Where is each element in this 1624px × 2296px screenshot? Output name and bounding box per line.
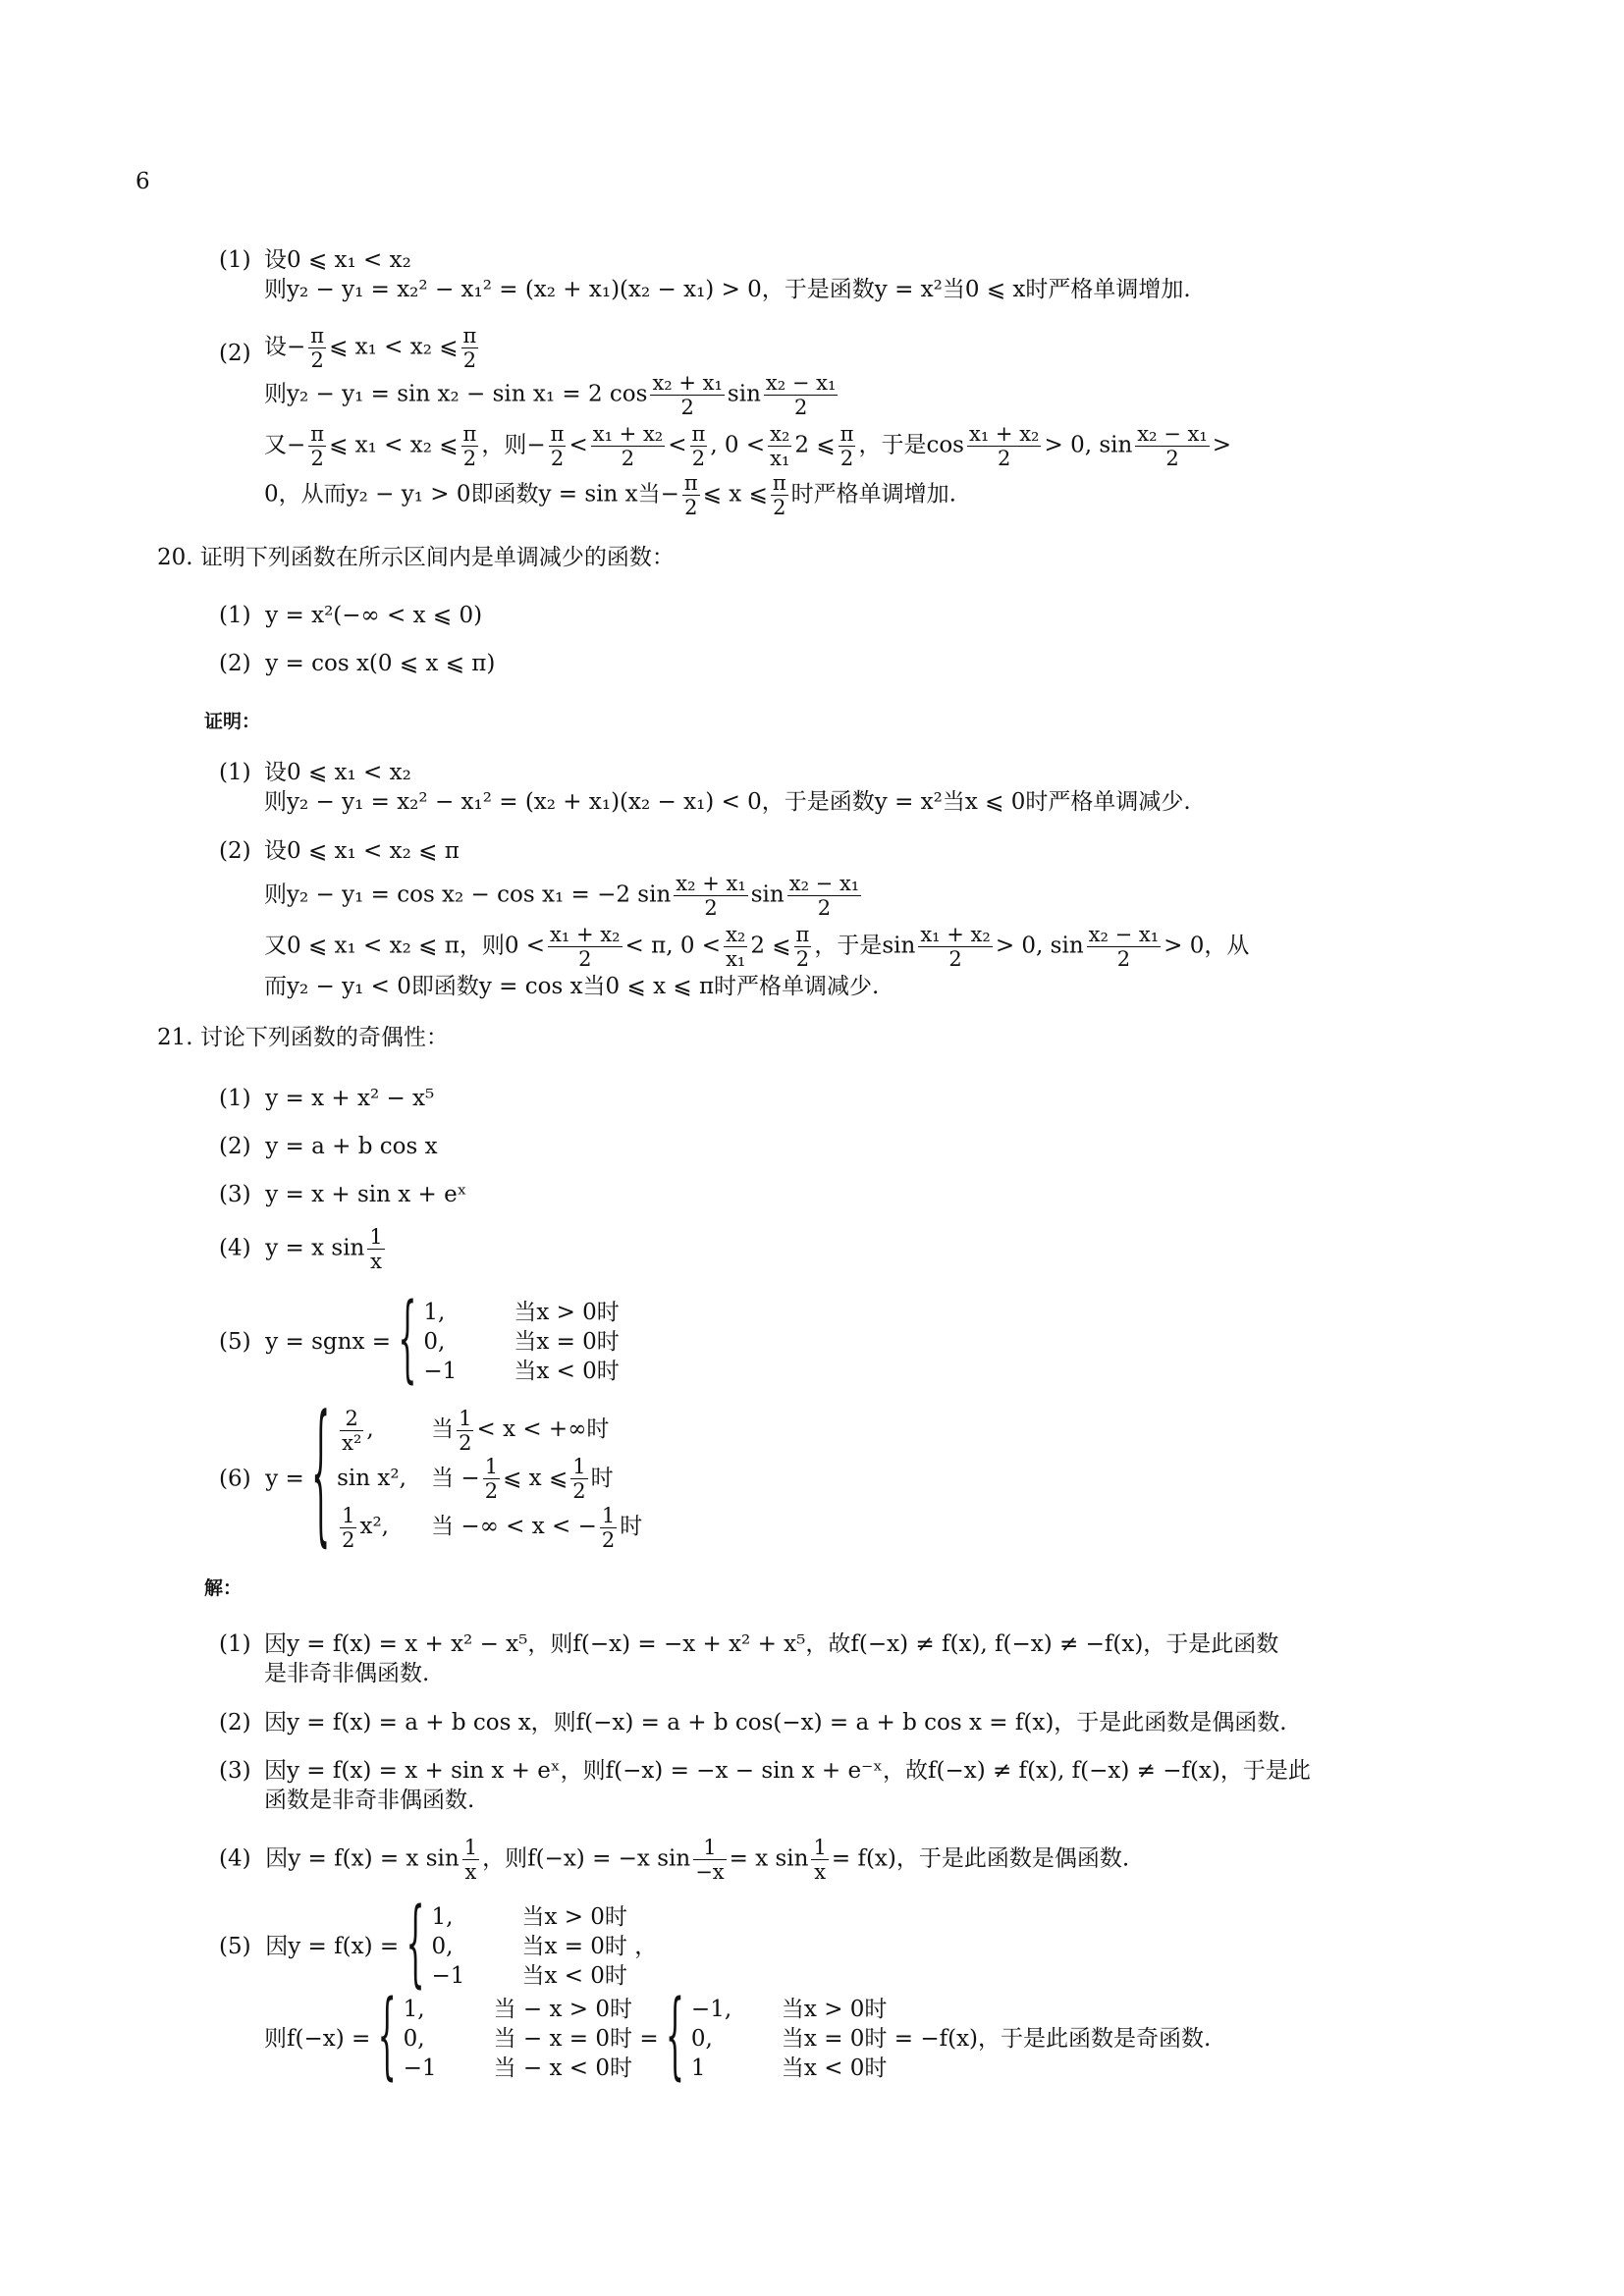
- denominator: 2: [601, 1527, 616, 1552]
- text: = −f(x)，于是此函数是奇函数.: [893, 2026, 1212, 2052]
- text: ，: [634, 1934, 658, 1959]
- q21-item-3: [219, 1180, 466, 1209]
- numerator: π: [310, 422, 325, 446]
- item-text: y =: [265, 1466, 304, 1492]
- text: 时严格单调增加.: [790, 481, 956, 507]
- text: ⩽ x ⩽: [503, 1465, 568, 1491]
- numerator: { 2: [340, 1407, 363, 1431]
- line: [264, 872, 864, 920]
- numerator: 1: [601, 1503, 616, 1527]
- text: ，于是sin: [814, 933, 916, 959]
- denominator: 2: [462, 348, 477, 372]
- case-value: [337, 1503, 431, 1552]
- case-value: 1: [690, 2056, 706, 2081]
- q21-item-1: [219, 1084, 434, 1113]
- item-text: y = sgnx =: [265, 1329, 391, 1355]
- item-label: (5): [219, 1934, 251, 1959]
- numerator: x₂ + x₁: [676, 872, 746, 895]
- case-condition: 当x < 0时: [521, 1963, 627, 1989]
- denominator: 2: [310, 447, 324, 470]
- fraction: [771, 471, 788, 519]
- numerator: 1: [693, 1836, 726, 1860]
- page-number: 6: [135, 169, 150, 194]
- case-row: [691, 1995, 888, 2024]
- numerator: π: [462, 324, 477, 347]
- solution-heading: 解：: [204, 1577, 243, 1599]
- line: 则y₂ − y₁ = x₂² − x₁² = (x₂ + x₁)(x₂ − x₁) < 0，于是函数y = x²当x ⩽ 0时严格单调减少.: [264, 789, 1191, 815]
- case-condition: [431, 1455, 613, 1504]
- fraction: [340, 1504, 356, 1552]
- case-row: [423, 1327, 620, 1357]
- denominator: 2: [459, 1430, 472, 1455]
- numerator: x₂ − x₁: [788, 872, 860, 895]
- fraction: [967, 422, 1041, 470]
- case-row: [337, 1503, 642, 1552]
- text: sin: [750, 881, 785, 908]
- fraction: [457, 1407, 473, 1455]
- case-row: [423, 1298, 620, 1327]
- numerator: x₂ − x₁: [765, 371, 837, 395]
- line: 设0 ⩽ x₁ < x₂ ⩽ π: [264, 838, 460, 864]
- denominator: x₁: [770, 447, 790, 470]
- case-condition: 当x > 0时: [521, 1904, 627, 1930]
- fraction: [787, 872, 861, 920]
- item-label: (1): [219, 603, 251, 628]
- denominator: 2: [684, 496, 698, 519]
- line: 因y = f(x) = x + sin x + eˣ，则f(−x) = −x − sin x + e⁻ˣ，故f(−x) ≠ f(x), f(−x) ≠ −f(x)，于是此: [264, 1758, 1311, 1784]
- line: 设0 ⩽ x₁ < x₂: [264, 247, 411, 273]
- numerator: x₁ + x₂: [920, 923, 991, 946]
- item-label: (3): [219, 1182, 251, 1207]
- numerator: π: [795, 923, 810, 946]
- case-condition: 当x = 0时: [781, 2026, 888, 2052]
- text: >: [1212, 432, 1232, 458]
- text: =: [639, 2026, 659, 2052]
- item-label: (1): [219, 1086, 251, 1111]
- question-title: 讨论下列函数的奇偶性：: [199, 1025, 449, 1050]
- item-text: y = x + sin x + eˣ: [265, 1182, 467, 1207]
- text: x²,: [359, 1514, 389, 1539]
- numerator: x₁ + x₂: [592, 422, 664, 446]
- case-condition: 当 − x > 0时: [493, 1997, 633, 2022]
- cases-brace: [398, 1298, 620, 1386]
- item-label: (1): [219, 1631, 251, 1657]
- case-row: [691, 2024, 888, 2054]
- item-label: (2): [219, 341, 251, 366]
- case-value: { $\frac{2}{\text{x²}}$ ,: [342, 1406, 374, 1455]
- text: ⩽ x ⩽: [702, 481, 768, 507]
- q21-item-6: [219, 1406, 642, 1552]
- q21-item-2: [219, 1132, 438, 1161]
- line: 因y = f(x) = a + b cos x，则f(−x) = a + b cos(−x) = a + b cos x = f(x)，于是此函数是偶函数.: [264, 1710, 1287, 1735]
- fraction: [570, 1455, 587, 1503]
- text: sin: [727, 381, 761, 407]
- cases-brace: [406, 1902, 627, 1991]
- numerator: x₂ − x₁: [1137, 422, 1208, 446]
- fraction: [690, 422, 708, 470]
- case-row: [691, 2054, 888, 2083]
- text: 当 −∞ < x < −: [431, 1514, 597, 1539]
- text: 当: [431, 1416, 455, 1442]
- denominator: 2: [550, 447, 565, 470]
- denominator: x²: [342, 1430, 362, 1455]
- text: 又0 ⩽ x₁ < x₂ ⩽ π，则0 <: [264, 933, 546, 959]
- cases-brace: [378, 1995, 632, 2083]
- text: < π, 0 <: [624, 933, 722, 959]
- text: , 0 <: [710, 432, 766, 458]
- case-condition: 当x > 0时: [514, 1300, 620, 1325]
- numerator: π: [772, 471, 786, 495]
- numerator: π: [310, 324, 325, 347]
- denominator: 2: [817, 896, 832, 920]
- text: = x sin: [729, 1845, 809, 1872]
- case-row: [404, 2024, 632, 2054]
- case-value: { −1,: [690, 1997, 732, 2022]
- case-value: −1: [423, 1359, 458, 1384]
- numerator: 1: [484, 1455, 499, 1478]
- denominator: 2: [704, 896, 718, 920]
- denominator: 2: [691, 447, 706, 470]
- case-condition: 当 − x = 0时: [493, 2026, 633, 2052]
- denominator: 2: [948, 947, 962, 971]
- text: ⩽ x₁ < x₂ ⩽: [329, 432, 459, 458]
- text: > 0，从: [1164, 933, 1250, 959]
- fraction: [462, 1836, 479, 1884]
- denominator: 2: [680, 396, 694, 419]
- fraction: [650, 371, 724, 419]
- denominator: 2: [773, 496, 786, 519]
- fraction: [308, 422, 326, 470]
- item-label: (2): [219, 1710, 251, 1735]
- case-condition: 当x < 0时: [514, 1359, 620, 1384]
- q21-title: [157, 1023, 449, 1052]
- fraction: [549, 422, 567, 470]
- item-text: y = cos x(0 ⩽ x ⩽ π): [265, 651, 496, 676]
- text: 则f(−x) =: [264, 2026, 371, 2052]
- case-row: [423, 1357, 620, 1386]
- case-row: [404, 1995, 632, 2024]
- numerator: x₂ − x₁: [1088, 923, 1160, 946]
- numerator: 1: [342, 1503, 355, 1527]
- item-label: (1): [219, 760, 251, 785]
- fraction: [548, 923, 622, 971]
- case-condition: 当x > 0时: [781, 1997, 888, 2022]
- item-label: (6): [219, 1466, 251, 1492]
- item-label: (3): [219, 1758, 251, 1784]
- text: 因y = f(x) =: [265, 1934, 400, 1959]
- text: 2 ⩽: [750, 933, 791, 959]
- case-value: { 1,: [403, 1997, 425, 2022]
- fraction: [724, 923, 747, 971]
- question-number: 21.: [157, 1025, 193, 1050]
- fraction: [340, 1407, 363, 1455]
- text: 又−: [264, 432, 306, 458]
- text: > 0, sin: [1044, 432, 1133, 458]
- item-text: y = a + b cos x: [265, 1134, 438, 1159]
- fraction: [591, 422, 665, 470]
- item-label: (4): [219, 1845, 251, 1872]
- case-value: { 1,: [431, 1904, 454, 1930]
- cases-brace: [311, 1406, 642, 1552]
- item-label: (4): [219, 1235, 251, 1261]
- proof-heading: 证明：: [204, 711, 261, 732]
- denominator: 2: [998, 447, 1011, 470]
- case-row: [337, 1455, 642, 1504]
- item-label: (2): [219, 838, 251, 864]
- numerator: π: [462, 422, 477, 446]
- case-value: 0,: [690, 2026, 713, 2052]
- denominator: x: [814, 1860, 827, 1884]
- denominator: 2: [572, 1479, 586, 1503]
- question-title: 证明下列函数在所示区间内是单调减少的函数：: [199, 545, 675, 570]
- text: <: [668, 432, 687, 458]
- item-label: (2): [219, 1134, 251, 1159]
- fraction: [811, 1836, 828, 1884]
- denominator: x: [464, 1860, 477, 1884]
- case-condition: [431, 1503, 642, 1552]
- case-value: sin x²,: [337, 1465, 406, 1491]
- case-value: 0,: [403, 2026, 425, 2052]
- q20-item-1: [219, 601, 482, 630]
- line: [264, 471, 956, 519]
- text: > 0, sin: [995, 933, 1084, 959]
- numerator: 1: [572, 1455, 586, 1478]
- q21-item-4: [219, 1225, 388, 1273]
- text: < x < +∞时: [476, 1416, 610, 1442]
- case-value: { 1,: [423, 1300, 446, 1325]
- numerator: x₂: [770, 422, 790, 446]
- line: [264, 923, 1249, 971]
- text: ，则−: [481, 432, 546, 458]
- line: 是非奇非偶函数.: [264, 1661, 430, 1686]
- denominator: 2: [621, 447, 635, 470]
- line: 函数是非奇非偶函数.: [264, 1788, 475, 1813]
- numerator: 1: [813, 1836, 827, 1859]
- fraction: [682, 471, 700, 519]
- text: 2 ⩽: [794, 432, 836, 458]
- fraction: [367, 1225, 384, 1273]
- text: = f(x)，于是此函数是偶函数.: [831, 1845, 1130, 1872]
- item-label: (1): [219, 247, 251, 273]
- line: [264, 422, 1231, 470]
- case-condition: 当x < 0时: [781, 2056, 888, 2081]
- denominator: 2: [484, 1479, 499, 1503]
- case-condition: 当x = 0时: [521, 1934, 627, 1959]
- text: 则y₂ − y₁ = cos x₂ − cos x₁ = −2 sin: [264, 881, 672, 908]
- denominator: x₁: [726, 947, 746, 971]
- text: 时: [620, 1514, 643, 1539]
- cases-brace: [666, 1995, 888, 2083]
- case-condition: 当 − x < 0时: [493, 2056, 633, 2081]
- item-text: y = x²(−∞ < x ⩽ 0): [265, 603, 483, 628]
- denominator: 2: [795, 947, 810, 971]
- case-value: −1: [403, 2056, 437, 2081]
- fraction: [1087, 923, 1161, 971]
- text: 因y = f(x) = x sin: [265, 1845, 460, 1872]
- denominator: 2: [1165, 447, 1179, 470]
- fraction: [1135, 422, 1209, 470]
- numerator: x₂ + x₁: [652, 371, 723, 395]
- numerator: π: [550, 422, 565, 446]
- item-text: y = x + x² − x⁵: [265, 1086, 435, 1111]
- text: ，于是cos: [858, 432, 964, 458]
- numerator: π: [839, 422, 854, 446]
- line: 而y₂ − y₁ < 0即函数y = cos x当0 ⩽ x ⩽ π时严格单调减少.: [264, 974, 880, 999]
- case-row: [431, 1902, 627, 1932]
- numerator: x₂: [726, 923, 746, 946]
- fraction: [674, 872, 747, 920]
- numerator: x₁ + x₂: [550, 923, 621, 946]
- fraction: [483, 1455, 500, 1503]
- denominator: 2: [578, 947, 592, 971]
- case-value: 0,: [423, 1329, 446, 1355]
- text: 设−: [264, 334, 306, 360]
- fraction: [764, 371, 838, 419]
- numerator: π: [691, 422, 706, 446]
- text: <: [568, 432, 588, 458]
- fraction: [768, 422, 791, 470]
- numerator: 1: [463, 1836, 478, 1859]
- denominator: x: [370, 1250, 382, 1273]
- numerator: x₁ + x₂: [969, 422, 1040, 446]
- fraction: [794, 923, 812, 971]
- line: 则y₂ − y₁ = x₂² − x₁² = (x₂ + x₁)(x₂ − x₁) > 0，于是函数y = x²当0 ⩽ x时严格单调增加.: [264, 277, 1191, 302]
- item-text: y = x sin: [265, 1235, 365, 1261]
- fraction: [918, 923, 992, 971]
- line: 因y = f(x) = x + x² − x⁵，则f(−x) = −x + x² + x⁵，故f(−x) ≠ f(x), f(−x) ≠ −f(x)，于是此函数: [264, 1631, 1279, 1657]
- text: ，则f(−x) = −x sin: [482, 1845, 691, 1872]
- q21-sol-5a: [219, 1902, 657, 1991]
- text: 则y₂ − y₁ = sin x₂ − sin x₁ = 2 cos: [264, 381, 648, 407]
- case-row: [337, 1406, 642, 1455]
- text: 时: [590, 1465, 614, 1491]
- text: 当 −: [431, 1465, 480, 1491]
- case-row: [431, 1932, 627, 1961]
- case-row: [431, 1961, 627, 1991]
- text: ⩽ x₁ < x₂ ⩽: [329, 334, 459, 360]
- case-condition: [431, 1406, 609, 1455]
- question-number: 20.: [157, 545, 193, 570]
- q21-sol-5b: [264, 1995, 1211, 2083]
- q21-item-5: [219, 1298, 620, 1386]
- case-condition: 当x = 0时: [514, 1329, 620, 1355]
- denominator: 2: [462, 447, 477, 470]
- fraction: [839, 422, 856, 470]
- fraction: [600, 1504, 617, 1552]
- denominator: 2: [793, 396, 808, 419]
- line: 设0 ⩽ x₁ < x₂: [264, 760, 411, 785]
- denominator: 2: [310, 348, 324, 372]
- numerator: 1: [369, 1225, 383, 1249]
- line: [264, 324, 481, 372]
- case-value: −1: [431, 1963, 465, 1989]
- q20-item-2: [219, 649, 495, 678]
- item-label: (5): [219, 1329, 251, 1355]
- case-row: [404, 2054, 632, 2083]
- q21-sol-4: [219, 1836, 1129, 1884]
- fraction: [461, 324, 479, 372]
- denominator: 2: [1116, 947, 1131, 971]
- numerator: π: [683, 471, 698, 495]
- text: 0，从而y₂ − y₁ > 0即函数y = sin x当−: [264, 481, 679, 507]
- fraction: [461, 422, 479, 470]
- denominator: 2: [839, 447, 854, 470]
- fraction: [308, 324, 326, 372]
- fraction: [693, 1836, 726, 1884]
- q20-title: [157, 543, 675, 572]
- denominator: −x: [695, 1860, 725, 1884]
- case-value: 0,: [431, 1934, 454, 1959]
- denominator: 2: [342, 1527, 355, 1552]
- numerator: 1: [459, 1406, 472, 1430]
- item-label: (2): [219, 651, 251, 676]
- line: [264, 371, 840, 419]
